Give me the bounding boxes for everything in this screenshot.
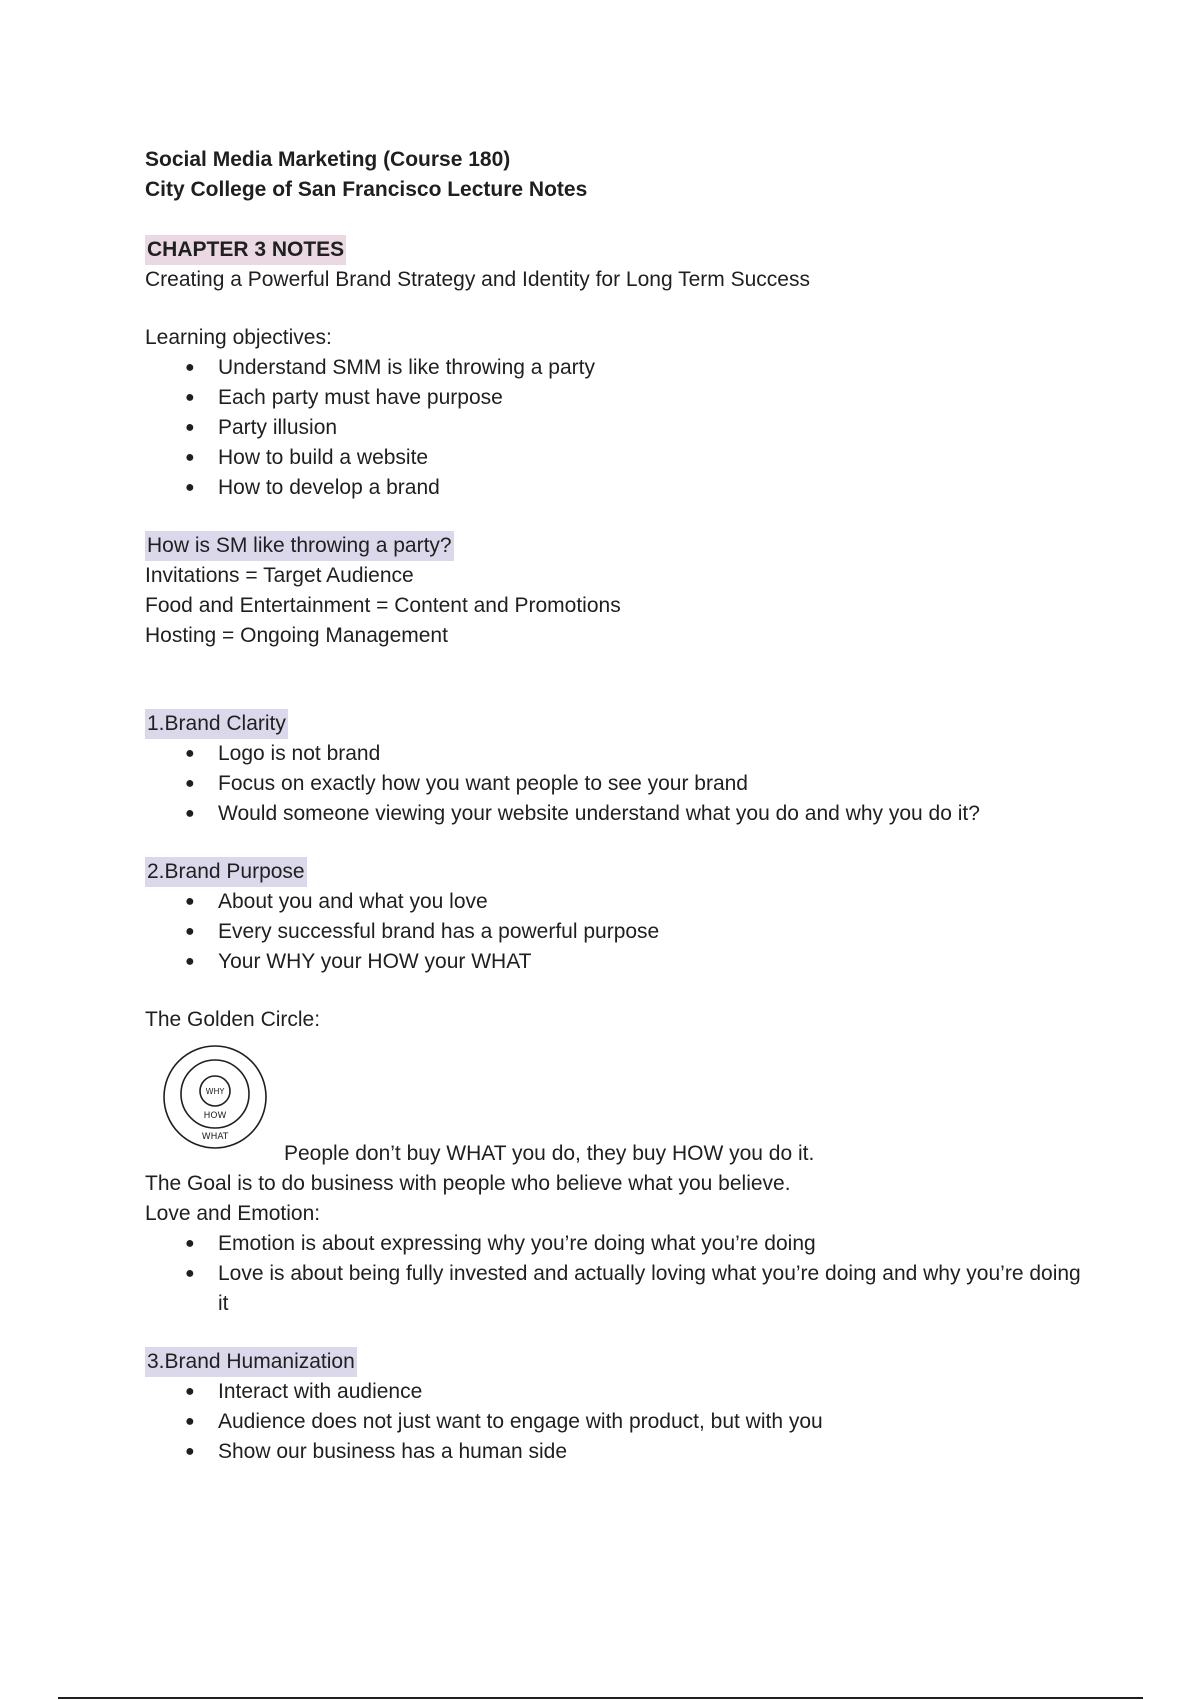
bullet-icon: ● <box>185 389 195 406</box>
list-item <box>185 769 1085 799</box>
list-item <box>185 473 1085 503</box>
golden-circle-diagram <box>160 1041 270 1153</box>
party-heading: How is SM like throwing a party? <box>145 531 454 561</box>
list-item-text: How to build a website <box>218 446 429 469</box>
bullet-icon: ● <box>185 805 195 822</box>
list-item-text: Every successful brand has a powerful purpose <box>218 920 660 943</box>
brand-purpose-heading: 2.Brand Purpose <box>145 857 307 887</box>
list-item-text: Party illusion <box>218 416 338 439</box>
list-item-text: Interact with audience <box>218 1380 423 1403</box>
list-item-text: Emotion is about expressing why you’re doing what you’re doing <box>218 1232 816 1255</box>
list-item <box>185 917 1085 947</box>
love-emotion-list <box>145 1229 1085 1319</box>
bullet-icon: ● <box>185 449 195 466</box>
chapter-title: CHAPTER 3 NOTES <box>145 235 346 265</box>
list-item <box>185 739 1085 769</box>
bullet-icon: ● <box>185 923 195 940</box>
party-line-invitations: Invitations = Target Audience <box>145 564 414 587</box>
list-item-text: Focus on exactly how you want people to see your brand <box>218 772 748 795</box>
list-item-text: Would someone viewing your website understand what you do and why you do it? <box>218 802 980 825</box>
list-item-text: Logo is not brand <box>218 742 381 765</box>
bullet-icon: ● <box>185 1383 195 1400</box>
bullet-icon: ● <box>185 1265 195 1282</box>
bullet-icon: ● <box>185 359 195 376</box>
what-label: WHAT <box>201 1132 229 1142</box>
bullet-icon: ● <box>185 1443 195 1460</box>
golden-circle-caption: People don’t buy WHAT you do, they buy HOW you do it. <box>284 1142 815 1165</box>
party-line-hosting: Hosting = Ongoing Management <box>145 624 448 647</box>
how-label: HOW <box>203 1111 227 1121</box>
bullet-icon: ● <box>185 953 195 970</box>
list-item-text: Your WHY your HOW your WHAT <box>218 950 532 973</box>
objectives-list <box>145 353 1085 503</box>
bullet-icon: ● <box>185 479 195 496</box>
objectives-heading: Learning objectives: <box>145 326 332 349</box>
brand-clarity-list <box>145 739 1085 829</box>
brand-purpose-list <box>145 887 1085 977</box>
love-emotion-heading: Love and Emotion: <box>145 1202 321 1225</box>
brand-humanization-heading: 3.Brand Humanization <box>145 1347 357 1377</box>
list-item <box>185 353 1085 383</box>
list-item <box>185 1377 1085 1407</box>
list-item-text: Understand SMM is like throwing a party <box>218 356 595 379</box>
list-item-text: Each party must have purpose <box>218 386 503 409</box>
bullet-icon: ● <box>185 1413 195 1430</box>
bullet-icon: ● <box>185 745 195 762</box>
bullet-icon: ● <box>185 775 195 792</box>
list-item <box>185 1259 1085 1319</box>
list-item-text: Audience does not just want to engage with product, but with you <box>218 1410 823 1433</box>
list-item-text: Love is about being fully invested and actually loving what you’re doing and why you’re doing it <box>218 1262 1081 1315</box>
goal-line: The Goal is to do business with people who believe what you believe. <box>145 1172 791 1195</box>
list-item <box>185 1437 1085 1467</box>
list-item <box>185 799 1085 829</box>
why-label: WHY <box>205 1087 225 1096</box>
bullet-icon: ● <box>185 893 195 910</box>
golden-circle-figure <box>145 1041 1085 1169</box>
list-item-text: How to develop a brand <box>218 476 440 499</box>
brand-humanization-list <box>145 1377 1085 1467</box>
list-item <box>185 1229 1085 1259</box>
list-item <box>185 947 1085 977</box>
document-content <box>145 145 1085 1467</box>
list-item <box>185 443 1085 473</box>
page-bottom-rule <box>58 1697 1143 1699</box>
party-line-food: Food and Entertainment = Content and Promotions <box>145 594 621 617</box>
list-item-text: Show our business has a human side <box>218 1440 568 1463</box>
bullet-icon: ● <box>185 419 195 436</box>
chapter-subtitle: Creating a Powerful Brand Strategy and Identity for Long Term Success <box>145 268 810 291</box>
list-item <box>185 887 1085 917</box>
college-title: City College of San Francisco Lecture Notes <box>145 178 588 201</box>
list-item <box>185 383 1085 413</box>
golden-circle-heading: The Golden Circle: <box>145 1008 321 1031</box>
course-title: Social Media Marketing (Course 180) <box>145 148 511 171</box>
list-item-text: About you and what you love <box>218 890 488 913</box>
bullet-icon: ● <box>185 1235 195 1252</box>
list-item <box>185 1407 1085 1437</box>
brand-clarity-heading: 1.Brand Clarity <box>145 709 288 739</box>
list-item <box>185 413 1085 443</box>
